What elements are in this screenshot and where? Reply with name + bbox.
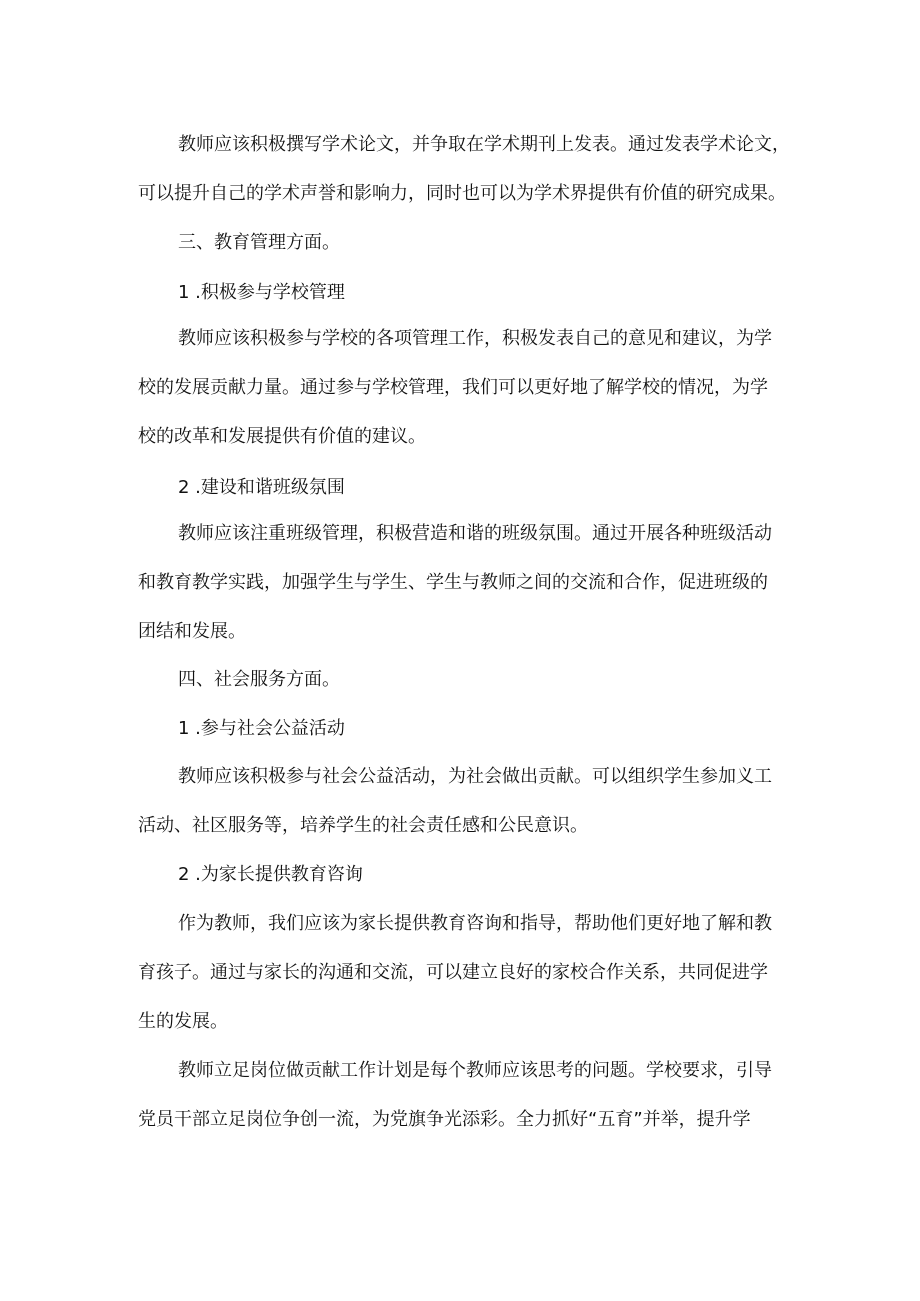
paragraph-line: 党员干部立足岗位争创一流，为党旗争光添彩。全力抓好“五育”并举，提升学 <box>138 1109 751 1130</box>
paragraph-line: 活动、社区服务等，培养学生的社会责任感和公民意识。 <box>138 815 588 836</box>
paragraph-line: 生的发展。 <box>138 1011 228 1032</box>
paragraph-line: 教师应该注重班级管理，积极营造和谐的班级氛围。通过开展各种班级活动 <box>178 523 772 544</box>
subsection-heading: 2 .为家长提供教育咨询 <box>178 864 363 885</box>
subsection-heading: 2 .建设和谐班级氛围 <box>178 477 345 498</box>
paragraph-line: 育孩子。通过与家长的沟通和交流，可以建立良好的家校合作关系，共同促进学 <box>138 962 768 983</box>
paragraph-line: 作为教师，我们应该为家长提供教育咨询和指导，帮助他们更好地了解和教 <box>178 913 772 934</box>
subsection-heading: 1 .积极参与学校管理 <box>178 282 345 303</box>
paragraph-line: 可以提升自己的学术声誉和影响力，同时也可以为学术界提供有价值的研究成果。 <box>138 183 786 204</box>
paragraph-line: 校的发展贡献力量。通过参与学校管理，我们可以更好地了解学校的情况，为学 <box>138 377 768 398</box>
paragraph-line: 和教育教学实践，加强学生与学生、学生与教师之间的交流和合作，促进班级的 <box>138 572 768 593</box>
paragraph-line: 教师应该积极参与学校的各项管理工作，积极发表自己的意见和建议，为学 <box>178 328 772 349</box>
section-heading: 四、社会服务方面。 <box>178 669 340 690</box>
paragraph-line: 校的改革和发展提供有价值的建议。 <box>138 426 426 447</box>
paragraph-line: 教师应该积极参与社会公益活动，为社会做出贡献。可以组织学生参加义工 <box>178 766 772 787</box>
section-heading: 三、教育管理方面。 <box>178 232 340 253</box>
paragraph-line: 教师应该积极撰写学术论文，并争取在学术期刊上发表。通过发表学术论文， <box>178 134 790 155</box>
subsection-heading: 1 .参与社会公益活动 <box>178 718 345 739</box>
paragraph-line: 团结和发展。 <box>138 621 246 642</box>
paragraph-line: 教师立足岗位做贡献工作计划是每个教师应该思考的问题。学校要求，引导 <box>178 1060 772 1081</box>
